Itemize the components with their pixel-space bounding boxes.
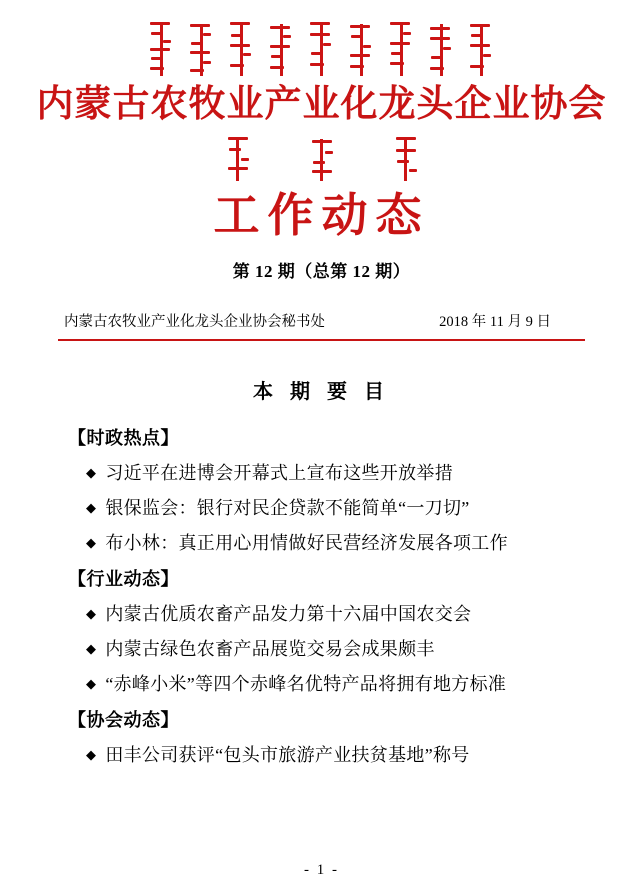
toc-item-label: 习近平在进博会开幕式上宣布这些开放举措 (105, 463, 454, 484)
toc-item-label: “赤峰小米”等四个赤峰名优特产品将拥有地方标准 (105, 674, 507, 695)
diamond-bullet-icon: ◆ (86, 500, 97, 516)
issue-date: 2018 年 11 月 9 日 (439, 314, 551, 331)
mongolian-glyph (309, 22, 335, 74)
toc-item[interactable] (86, 600, 609, 626)
toc-item[interactable] (86, 670, 609, 696)
toc-item-label: 田丰公司获评“包头市旅游产业扶贫基地”称号 (105, 745, 470, 766)
page-number: - 1 - (304, 862, 339, 878)
mongolian-script-line-1 (34, 22, 609, 80)
issuer-name: 内蒙古农牧业产业化龙头企业协会秘书处 (64, 314, 325, 331)
toc-item[interactable] (86, 635, 609, 661)
diamond-bullet-icon: ◆ (86, 606, 97, 622)
diamond-bullet-icon: ◆ (86, 535, 97, 551)
toc-item-label: 银保监会：银行对民企贷款不能简单“一刀切” (105, 498, 470, 519)
toc-item-label: 内蒙古绿色农畜产品展览交易会成果颇丰 (105, 639, 435, 660)
mongolian-glyph (269, 22, 295, 74)
header-divider (58, 339, 585, 341)
toc-section-title: 【时政热点】 (68, 428, 179, 449)
mongolian-glyph (469, 22, 495, 74)
diamond-bullet-icon: ◆ (86, 641, 97, 657)
toc-item[interactable] (86, 529, 609, 555)
organization-title: 内蒙古农牧业产业化龙头企业协会 (36, 84, 607, 125)
toc-item[interactable] (86, 741, 609, 767)
issuer-row (34, 310, 609, 331)
mongolian-glyph (395, 137, 417, 179)
contents-heading: 本 期 要 目 (253, 381, 390, 404)
toc-section-title: 【协会动态】 (68, 710, 179, 731)
toc-item[interactable] (86, 494, 609, 520)
mongolian-glyph (429, 22, 455, 74)
mongolian-script-line-2 (34, 137, 609, 183)
mongolian-glyph (311, 137, 333, 179)
toc-item[interactable] (86, 459, 609, 485)
diamond-bullet-icon: ◆ (86, 465, 97, 481)
toc-item-label: 内蒙古优质农畜产品发力第十六届中国农交会 (105, 604, 472, 625)
mongolian-glyph (149, 22, 175, 74)
toc-item-label: 布小林：真正用心用情做好民营经济发展各项工作 (105, 533, 508, 554)
toc-section-title: 【行业动态】 (68, 569, 179, 590)
document-title: 工作动态 (213, 189, 430, 241)
diamond-bullet-icon: ◆ (86, 676, 97, 692)
diamond-bullet-icon: ◆ (86, 747, 97, 763)
mongolian-glyph (229, 22, 255, 74)
mongolian-glyph (189, 22, 215, 74)
table-of-contents (34, 424, 609, 767)
mongolian-glyph (227, 137, 249, 179)
mongolian-glyph (389, 22, 415, 74)
mongolian-glyph (349, 22, 375, 74)
issue-number: 第 12 期（总第 12 期） (232, 262, 411, 282)
